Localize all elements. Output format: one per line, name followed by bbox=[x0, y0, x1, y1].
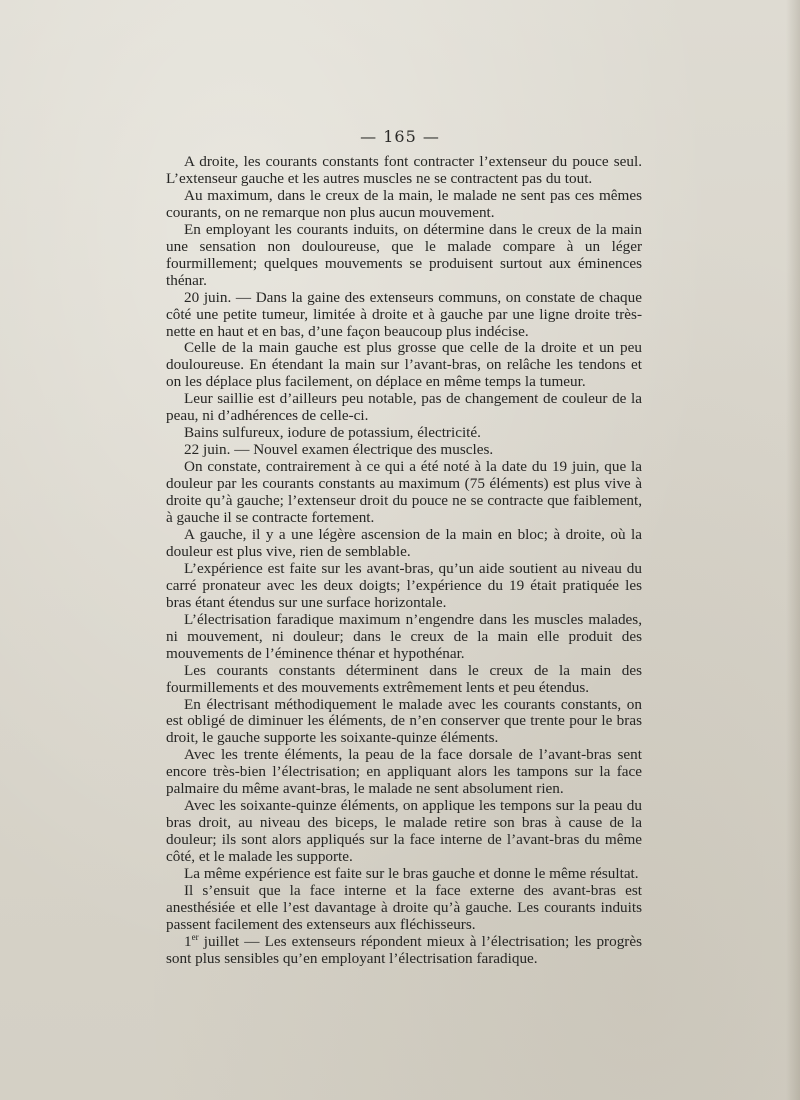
paragraph-1: A droite, les courants constants font contracter l’extenseur du pouce seul. L’extenseur gauche et les autres muscles ne se contractent pas du tout. bbox=[166, 153, 642, 187]
paragraph-17: La même expérience est faite sur le bras gauche et donne le même résultat. bbox=[184, 865, 639, 883]
paragraph-3: En employant les courants induits, on détermine dans le creux de la main une sensation non douloureuse, que le malade compare à un léger fourmillement; quelques mouvements se produisent surtout aux éminences thénar. bbox=[166, 220, 642, 289]
paragraph-8: 22 juin. — Nouvel examen électrique des muscles. bbox=[184, 441, 494, 459]
paragraph-15: Avec les trente éléments, la peau de la face dorsale de l’avant-bras sent encore très-bien l’électrisation; en appliquant alors les tampons sur la face palmaire du même avant-bras, le malade ne sent absolument rien. bbox=[166, 746, 642, 798]
paragraph-13: Les courants constants déterminent dans le creux de la main des fourmillements et des mouvements extrêmement lents et peu étendus. bbox=[166, 661, 642, 696]
paragraph-5: Celle de la main gauche est plus grosse que celle de la droite et un peu douloureuse. En étendant la main sur l’avant-bras, on relâche les tendons et on les déplace plus facilement, on déplace en même temps la tumeur. bbox=[166, 339, 642, 391]
paragraph-19 bbox=[166, 931, 643, 968]
paragraph-7: Bains sulfureux, iodure de potassium, électricité. bbox=[184, 424, 481, 442]
date-month: juillet bbox=[203, 932, 240, 950]
paragraph-2: Au maximum, dans le creux de la main, le malade ne sent pas ces mêmes courants, on ne remarque non plus aucun mouvement. bbox=[166, 186, 642, 221]
page-edge-shadow bbox=[786, 0, 800, 1100]
paragraph-10: A gauche, il y a une légère ascension de la main en bloc; à droite, où la douleur est plus vive, rien de semblable. bbox=[166, 525, 642, 560]
date-ordinal-suffix: er bbox=[191, 931, 199, 942]
paragraph-12: L’électrisation faradique maximum n’engendre dans les muscles malades, ni mouvement, ni douleur; dans le creux de la main elle produit des mouvements de l’éminence thénar et hypothénar. bbox=[166, 610, 642, 662]
paragraph-4: 20 juin. — Dans la gaine des extenseurs communs, on constate de chaque côté une petite tumeur, limitée à droite et à gauche par une ligne droite très-nette en haut et en bas, d’une façon beaucoup plus indécise. bbox=[166, 288, 642, 340]
paragraph-9: On constate, contrairement à ce qui a été noté à la date du 19 juin, que la douleur par les courants constants au maximum (75 éléments) est plus vive à droite qu’à gauche; l’extenseur droit du pouce ne se contracte que faiblement, à gauche il se contracte fortement. bbox=[166, 458, 642, 527]
paragraph-19-text: — Les extenseurs répondent mieux à l’électrisation; les progrès sont plus sensibles qu’en employant l’électrisation faradique. bbox=[166, 932, 643, 967]
paragraph-14: En électrisant méthodiquement le malade avec les courants constants, on est obligé de diminuer les éléments, de n’en conserver que trente pour le bras droit, le gauche supporte les soixante-quinze éléments. bbox=[166, 695, 642, 747]
date-day: 1 bbox=[184, 932, 192, 950]
paragraph-6: Leur saillie est d’ailleurs peu notable, pas de changement de couleur de la peau, ni d’adhérences de celle-ci. bbox=[166, 390, 642, 425]
body-text bbox=[166, 154, 642, 968]
paragraph-11: L’expérience est faite sur les avant-bras, qu’un aide soutient au niveau du carré pronateur avec les deux doigts; l’expérience du 19 était pratiquée les bras étant étendus sur une surface horizontale. bbox=[166, 559, 642, 611]
page-number: — 165 — bbox=[360, 127, 440, 146]
paragraph-18: Il s’ensuit que la face interne et la face externe des avant-bras est anesthésiée et elle l’est davantage à droite qu’à gauche. Les courants induits passent facilement des extenseurs aux fléchisseurs. bbox=[166, 881, 642, 933]
paragraph-16: Avec les soixante-quinze éléments, on applique les tempons sur la peau du bras droit, au niveau des biceps, le malade retire son bras à cause de la douleur; ils sont alors appliqués sur la face interne de l’avant-bras du même côté, et le malade les supporte. bbox=[166, 797, 642, 866]
